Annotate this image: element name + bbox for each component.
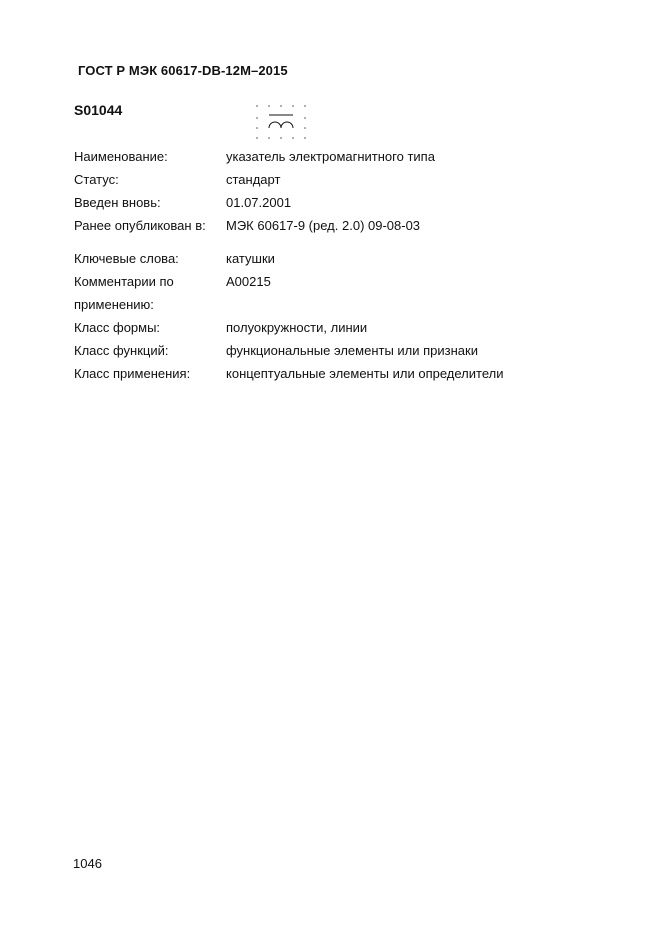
field-name-value: указатель электромагнитного типа — [226, 149, 435, 164]
field-function-class-value: функциональные элементы или признаки — [226, 343, 478, 358]
field-keywords-label: Ключевые слова: — [74, 251, 179, 266]
field-application-class-label: Класс применения: — [74, 366, 191, 381]
field-introduced-label: Введен вновь: — [74, 195, 161, 210]
field-status-label: Статус: — [74, 172, 119, 187]
field-application-notes-label-line1: Комментарии по — [74, 274, 174, 289]
field-application-notes-value: A00215 — [226, 274, 271, 289]
page-number: 1046 — [73, 856, 102, 871]
field-introduced-value: 01.07.2001 — [226, 195, 292, 210]
field-shape-class-label: Класс формы: — [74, 320, 161, 335]
field-previously-published-label: Ранее опубликован в: — [74, 218, 206, 233]
electromagnetic-indicator-symbol-icon — [254, 100, 308, 142]
symbol-code: S01044 — [74, 102, 123, 118]
field-keywords-value: катушки — [226, 251, 275, 266]
field-previously-published-value: МЭК 60617-9 (ред. 2.0) 09-08-03 — [226, 218, 421, 233]
field-shape-class-value: полуокружности, линии — [226, 320, 368, 335]
field-application-notes-label-line2: применению: — [74, 297, 154, 312]
field-status-value: стандарт — [226, 172, 281, 187]
field-function-class-label: Класс функций: — [74, 343, 169, 358]
document-header: ГОСТ Р МЭК 60617-DB-12M–2015 — [78, 63, 288, 78]
field-application-class-value: концептуальные элементы или определители — [226, 366, 504, 381]
field-name-label: Наименование: — [74, 149, 168, 164]
